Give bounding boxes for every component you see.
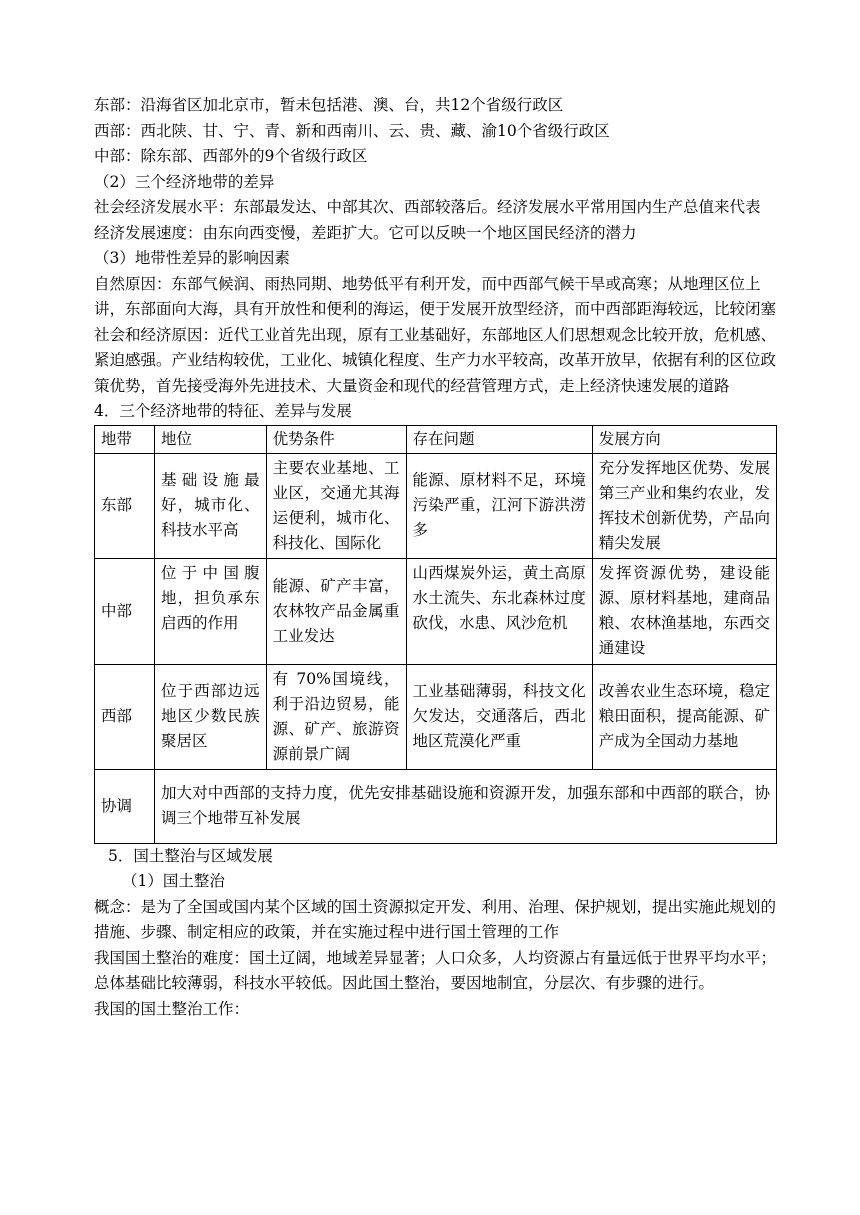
cell-zone: 中部 [95,558,155,664]
cell-advantages: 主要农业基地、工业区，交通尤其海运便利，城市化、科技化、国际化 [266,453,406,558]
table-row-coordination [95,769,777,843]
heading-factors: （3）地带性差异的影响因素 [94,249,290,267]
cell-position: 位于西部边远地区少数民族聚居区 [154,664,266,769]
text-central-region: 中部：除东部、西部外的9个省级行政区 [94,147,368,165]
cell-coordination-label: 协调 [95,769,155,843]
cell-direction: 改善农业生态环境，稳定粮田面积，提高能源、矿产成为全国动力基地 [592,664,776,769]
cell-problems: 工业基础薄弱，科技文化欠发达，交通落后，西北地区荒漠化严重 [406,664,592,769]
heading-differences: （2）三个经济地带的差异 [94,172,275,191]
cell-problems: 山西煤炭外运，黄土高原水土流失、东北森林过度砍伐，水患、风沙危机 [406,558,592,664]
header-position: 地位 [154,425,266,453]
header-problems: 存在问题 [406,425,592,453]
text-difficulty: 我国国土整治的难度：国土辽阔，地域差异显著；人口众多，人均资源占有量远低于世界平均水平；总体基础比较薄弱，科技水平较低。因此国土整治，要因地制宜，分层次、有步骤的进行。 [94,948,777,992]
table-header-row [95,425,777,453]
text-work: 我国的国土整治工作： [94,999,250,1018]
cell-position: 位于中国腹地，担负承东启西的作用 [154,558,266,664]
cell-zone: 西部 [95,664,155,769]
cell-direction: 发挥资源优势，建设能源、原材料基地，建商品粮、农林渔基地，东西交通建设 [592,558,776,664]
header-zone: 地带 [95,425,155,453]
text-east-region: 东部：沿海省区加北京市，暂未包括港、澳、台，共12个省级行政区 [94,96,564,114]
cell-coordination-text: 加大对中西部的支持力度，优先安排基础设施和资源开发，加强东部和中西部的联合，协调三个地带互补发展 [154,769,776,843]
text-concept: 概念：是为了全国或国内某个区域的国土资源拟定开发、利用、治理、保护规划，提出实施此规划的措施、步骤、制定相应的政策，并在实施过程中进行国土管理的工作 [94,897,777,941]
cell-zone: 东部 [95,453,155,558]
document-page [94,93,777,1022]
heading-land-improvement: 5．国土整治与区域发展 [108,846,273,865]
text-social-factors: 社会和经济原因：近代工业首先出现，原有工业基础好，东部地区人们思想观念比较开放，危机感、紧迫感强。产业结构较优，工业化、城镇化程度、生产力水平较高，改革开放早，依据有利的区位政策优势，首先接受海外先进技术、大量资金和现代的经营管理方式，走上经济快速发展的道路 [94,325,777,395]
table-row [95,453,777,558]
header-advantages: 优势条件 [266,425,406,453]
cell-direction: 充分发挥地区优势、发展第三产业和集约农业，发挥技术创新优势，产品向精尖发展 [592,453,776,558]
heading-land-management: （1）国土整治 [122,872,225,890]
cell-advantages: 有 70%国境线，利于沿边贸易，能源、矿产、旅游资源前景广阔 [266,664,406,769]
text-west-region: 西部：西北陕、甘、宁、青、新和西南川、云、贵、藏、渝10个省级行政区 [94,121,610,140]
cell-advantages: 能源、矿产丰富，农林牧产品金属重工业发达 [266,558,406,664]
text-development-level: 社会经济发展水平：东部最发达、中部其次、西部较落后。经济发展水平常用国内生产总值来代表 [94,198,761,216]
text-natural-factors: 自然原因：东部气候润、雨热同期、地势低平有利开发，而中西部气候干旱或高寒；从地理区位上讲，东部面向大海，具有开放性和便利的海运，便于发展开放型经济，而中西部距海较远，比较闭塞 [94,274,777,318]
heading-table: 4．三个经济地带的特征、差异与发展 [94,402,352,420]
cell-position: 基础设施最好，城市化、科技水平高 [154,453,266,558]
cell-problems: 能源、原材料不足，环境污染严重，江河下游洪涝多 [406,453,592,558]
header-direction: 发展方向 [592,425,776,453]
text-development-speed: 经济发展速度：由东向西变慢，差距扩大。它可以反映一个地区国民经济的潜力 [94,223,637,242]
table-row [95,664,777,769]
table-row [95,558,777,664]
zones-table [94,425,777,844]
